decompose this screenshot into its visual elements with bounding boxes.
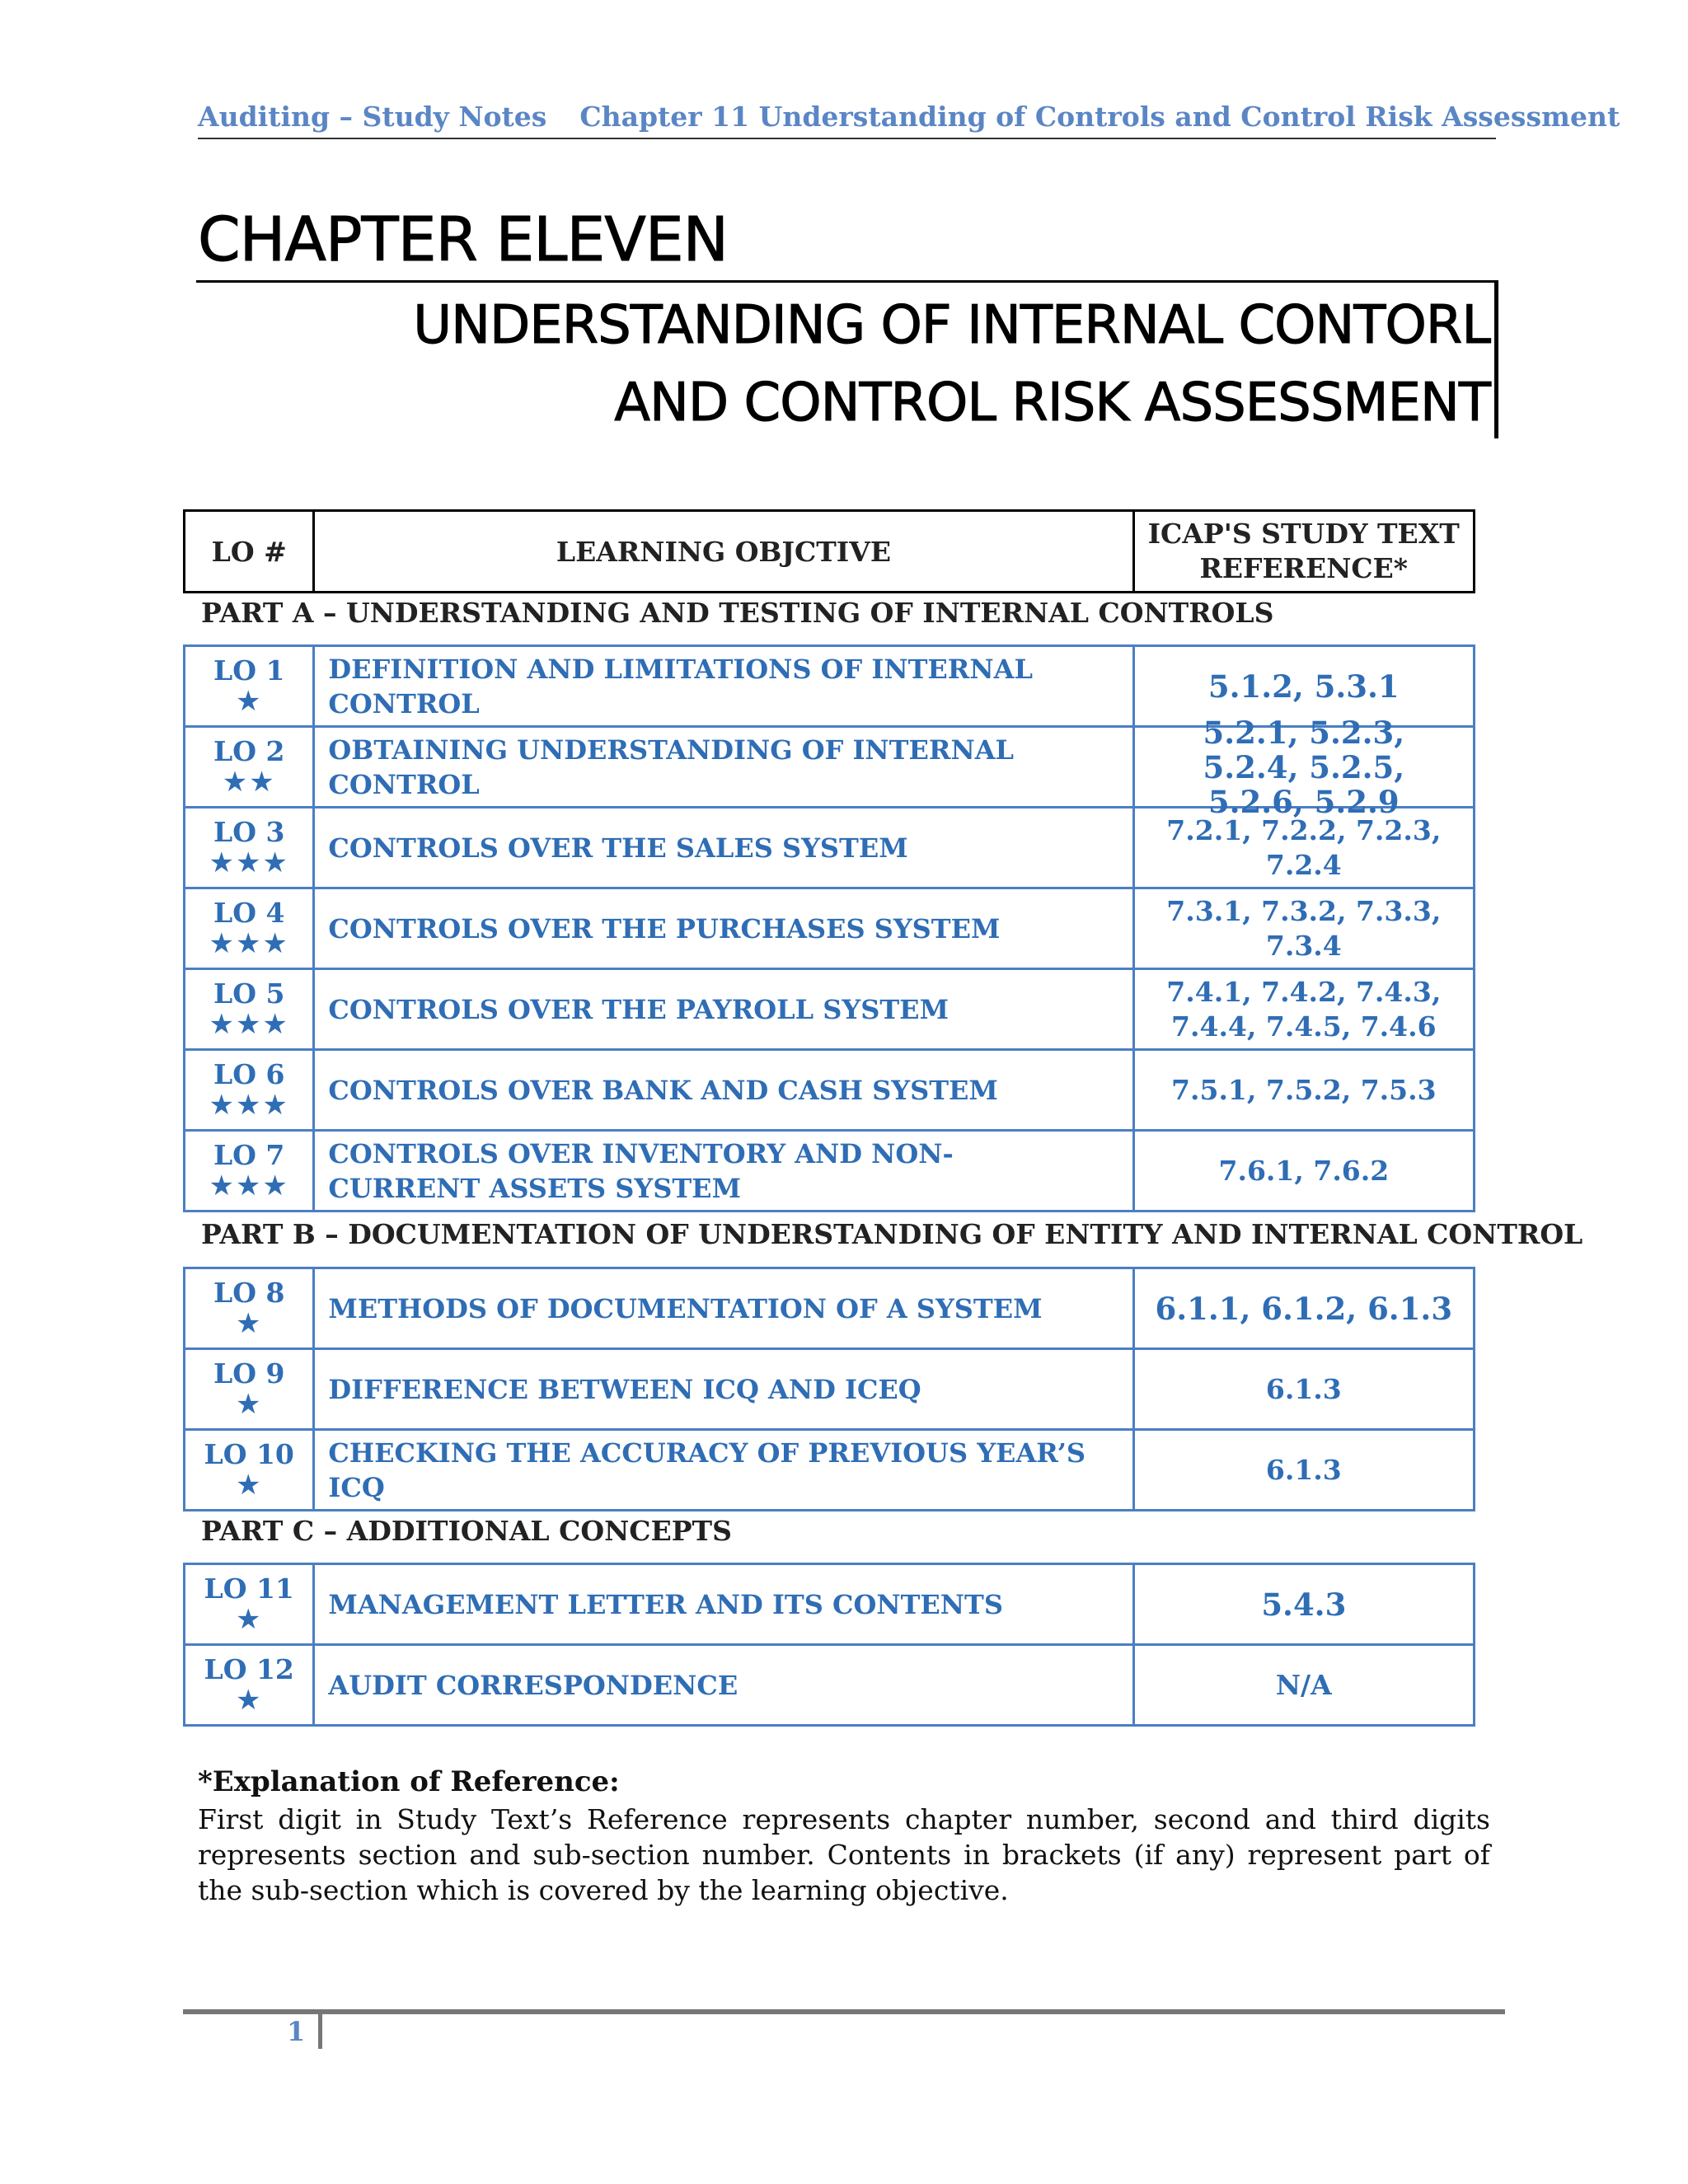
header-study-text-reference: ICAP'S STUDY TEXT REFERENCE* — [1147, 518, 1460, 584]
study-text-reference: 7.6.1, 7.6.2 — [1218, 1154, 1390, 1187]
footer-bar — [318, 2014, 322, 2049]
title-side-bar — [1494, 280, 1498, 438]
learning-objective: DIFFERENCE BETWEEN ICQ AND ICEQ — [328, 1373, 921, 1405]
study-text-reference: N/A — [1275, 1668, 1332, 1701]
page-number: 1 — [287, 2016, 306, 2047]
header-learning-objective: LEARNING OBJCTIVE — [315, 512, 1134, 591]
study-text-reference: 5.1.2, 5.3.1 — [1207, 668, 1400, 705]
learning-objective: CHECKING THE ACCURACY OF PREVIOUS YEAR’S ICQ — [328, 1436, 1085, 1503]
part-a-table — [183, 644, 1475, 1212]
lo-number: LO 3 — [213, 815, 285, 848]
lo-number: LO 4 — [213, 896, 285, 929]
lo-number: LO 8 — [213, 1276, 285, 1309]
table-row — [185, 1051, 1473, 1132]
lo-number: LO 12 — [204, 1652, 294, 1685]
header-subject: Auditing – Study Notes — [198, 101, 547, 133]
objectives-table-header — [183, 509, 1475, 593]
part-b-table — [183, 1267, 1475, 1511]
table-row — [185, 1565, 1473, 1646]
table-row — [185, 1350, 1473, 1431]
star-rating-icon: ★ — [235, 1602, 263, 1636]
learning-objective: CONTROLS OVER BANK AND CASH SYSTEM — [328, 1074, 998, 1106]
study-text-reference: 7.3.1, 7.3.2, 7.3.3, 7.3.4 — [1166, 894, 1442, 962]
learning-objective: CONTROLS OVER THE SALES SYSTEM — [328, 832, 908, 864]
study-text-reference: 6.1.3 — [1265, 1372, 1342, 1405]
study-text-reference: 5.2.1, 5.2.3, 5.2.4, 5.2.5, 5.2.6, 5.2.9 — [1203, 714, 1405, 820]
study-text-reference: 6.1.3 — [1265, 1453, 1342, 1486]
star-rating-icon: ★★★ — [209, 926, 289, 960]
table-row — [185, 1646, 1473, 1724]
lo-number: LO 6 — [213, 1057, 285, 1090]
lo-number: LO 2 — [213, 734, 285, 767]
footer-rule — [183, 2009, 1505, 2014]
learning-objective: MANAGEMENT LETTER AND ITS CONTENTS — [328, 1588, 1003, 1620]
header-chapter: Chapter 11 Understanding of Controls and Control Risk Assessment — [579, 101, 1620, 133]
lo-number: LO 11 — [204, 1572, 294, 1605]
star-rating-icon: ★★★ — [209, 1169, 289, 1202]
learning-objective: OBTAINING UNDERSTANDING OF INTERNAL CONTROL — [328, 733, 1015, 800]
part-a-heading: PART A – UNDERSTANDING AND TESTING OF INTERNAL CONTROLS — [201, 597, 1274, 629]
header-lo-number: LO # — [185, 512, 315, 591]
star-rating-icon: ★ — [235, 1387, 263, 1421]
chapter-title-line-2: AND CONTROL RISK ASSESSMENT — [614, 373, 1490, 434]
running-header — [198, 101, 1620, 139]
part-c-heading: PART C – ADDITIONAL CONCEPTS — [201, 1515, 732, 1547]
star-rating-icon: ★★★ — [209, 1088, 289, 1122]
table-row — [185, 714, 1473, 820]
study-text-reference: 7.5.1, 7.5.2, 7.5.3 — [1171, 1073, 1437, 1106]
study-text-reference: 5.4.3 — [1261, 1586, 1347, 1623]
learning-objective: CONTROLS OVER INVENTORY AND NON-CURRENT ASSETS SYSTEM — [328, 1137, 954, 1204]
table-row — [185, 889, 1473, 970]
table-row — [185, 1431, 1473, 1509]
chapter-label: CHAPTER ELEVEN — [198, 204, 728, 275]
star-rating-icon: ★ — [235, 1468, 263, 1502]
table-row — [185, 808, 1473, 889]
learning-objective: AUDIT CORRESPONDENCE — [328, 1669, 738, 1701]
star-rating-icon: ★ — [235, 1683, 263, 1717]
learning-objective: DEFINITION AND LIMITATIONS OF INTERNAL CONTROL — [328, 653, 1033, 719]
lo-number: LO 10 — [204, 1437, 294, 1470]
star-rating-icon: ★★★ — [209, 1007, 289, 1041]
lo-number: LO 7 — [213, 1138, 285, 1171]
star-rating-icon: ★★★ — [209, 846, 289, 879]
star-rating-icon: ★ — [235, 684, 263, 718]
lo-number: LO 1 — [213, 654, 285, 687]
learning-objective: CONTROLS OVER THE PAYROLL SYSTEM — [328, 993, 949, 1025]
lo-number: LO 5 — [213, 977, 285, 1010]
chapter-title-line-1: UNDERSTANDING OF INTERNAL CONTORL — [413, 295, 1490, 356]
learning-objective: CONTROLS OVER THE PURCHASES SYSTEM — [328, 912, 1001, 944]
title-rule — [196, 280, 1498, 283]
explanation-title: *Explanation of Reference: — [198, 1765, 620, 1798]
table-row — [185, 970, 1473, 1051]
study-text-reference: 7.4.1, 7.4.2, 7.4.3, 7.4.4, 7.4.5, 7.4.6 — [1166, 975, 1442, 1043]
explanation-body: First digit in Study Text’s Reference represents chapter number, second and third digits represents section and sub-section number. Contents in brackets (if any) represent part of the sub-section which is covered by the learning objective. — [198, 1803, 1490, 1906]
table-row — [185, 1269, 1473, 1350]
part-b-heading: PART B – DOCUMENTATION OF UNDERSTANDING OF ENTITY AND INTERNAL CONTROL — [201, 1218, 1583, 1250]
study-text-reference: 6.1.1, 6.1.2, 6.1.3 — [1155, 1290, 1453, 1327]
lo-number: LO 9 — [213, 1357, 285, 1390]
study-text-reference: 7.2.1, 7.2.2, 7.2.3, 7.2.4 — [1166, 813, 1442, 881]
table-row — [185, 1132, 1473, 1210]
learning-objective: METHODS OF DOCUMENTATION OF A SYSTEM — [328, 1292, 1043, 1324]
star-rating-icon: ★ — [235, 1306, 263, 1340]
part-c-table — [183, 1563, 1475, 1727]
star-rating-icon: ★★ — [222, 765, 276, 799]
